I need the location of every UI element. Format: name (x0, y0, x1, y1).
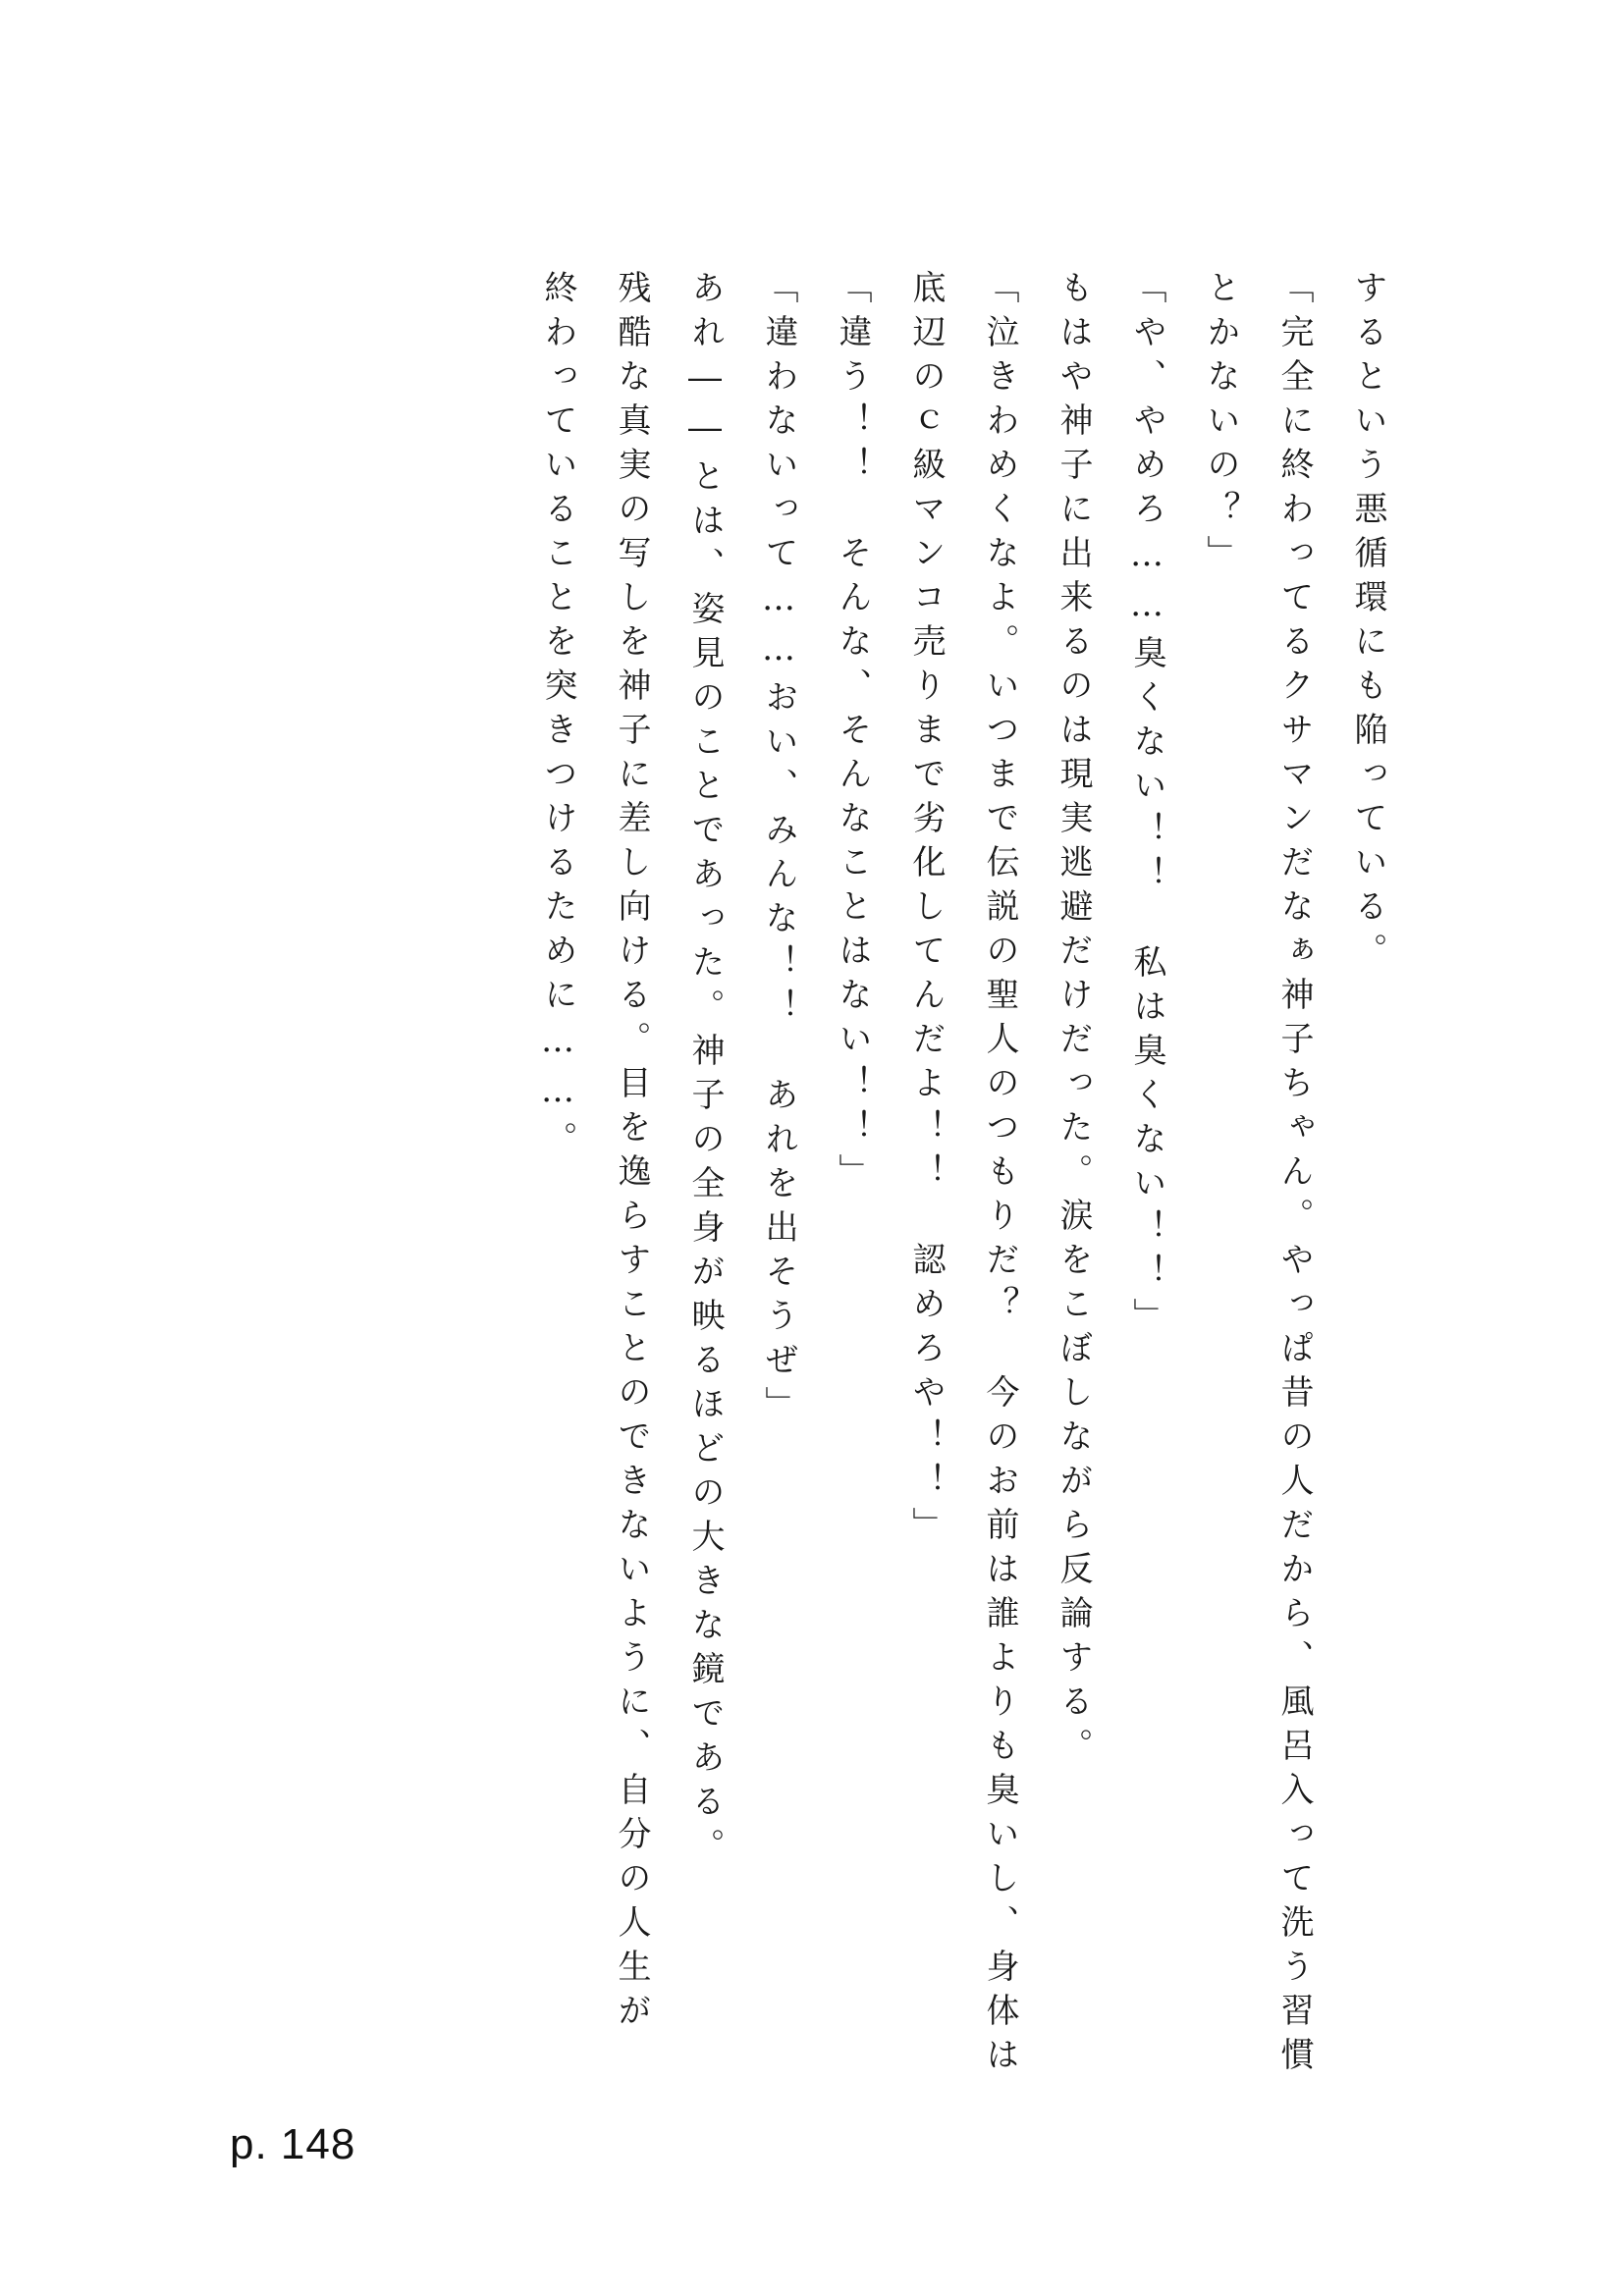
text-line-12: 終わっていることを突きつけるために……。 (538, 270, 577, 1165)
text-line-6: 「泣きわめくなよ。いつまで伝説の聖人のつもりだ？ 今のお前は誰よりも臭いし、身体は (980, 270, 1019, 2081)
page-number: p. 148 (230, 2120, 356, 2168)
text-line-1: するという悪循環にも陥っている。 (1348, 270, 1387, 977)
text-line-2: 「完全に終わってるクサマンだなぁ神子ちゃん。やっぱ昔の人だから、風呂入って洗う習慣 (1274, 270, 1314, 2081)
text-line-8: 「違う！！ そんな、そんなことはない！！」 (833, 270, 872, 1198)
text-line-7: 底辺のｃ級マンコ売りまで劣化してんだよ！！ 認めろや！！」 (906, 270, 946, 1551)
text-line-4: 「や、やめろ……臭くない！！ 私は臭くない！！」 (1127, 270, 1166, 1342)
text-line-10: あれ――とは、姿見のことであった。神子の全身が映るほどの大きな鏡である。 (685, 270, 725, 1872)
text-line-5: もはや神子に出来るのは現実逃避だけだった。涙をこぼしながら反論する。 (1054, 270, 1093, 1772)
text-line-3: とかないの？」 (1201, 270, 1240, 579)
text-line-11: 残酷な真実の写しを神子に差し向ける。目を逸らすことのできないように、自分の人生が (612, 270, 651, 2037)
text-line-9: 「違わないって……おい、みんな！！ あれを出そうぜ」 (759, 270, 798, 1430)
